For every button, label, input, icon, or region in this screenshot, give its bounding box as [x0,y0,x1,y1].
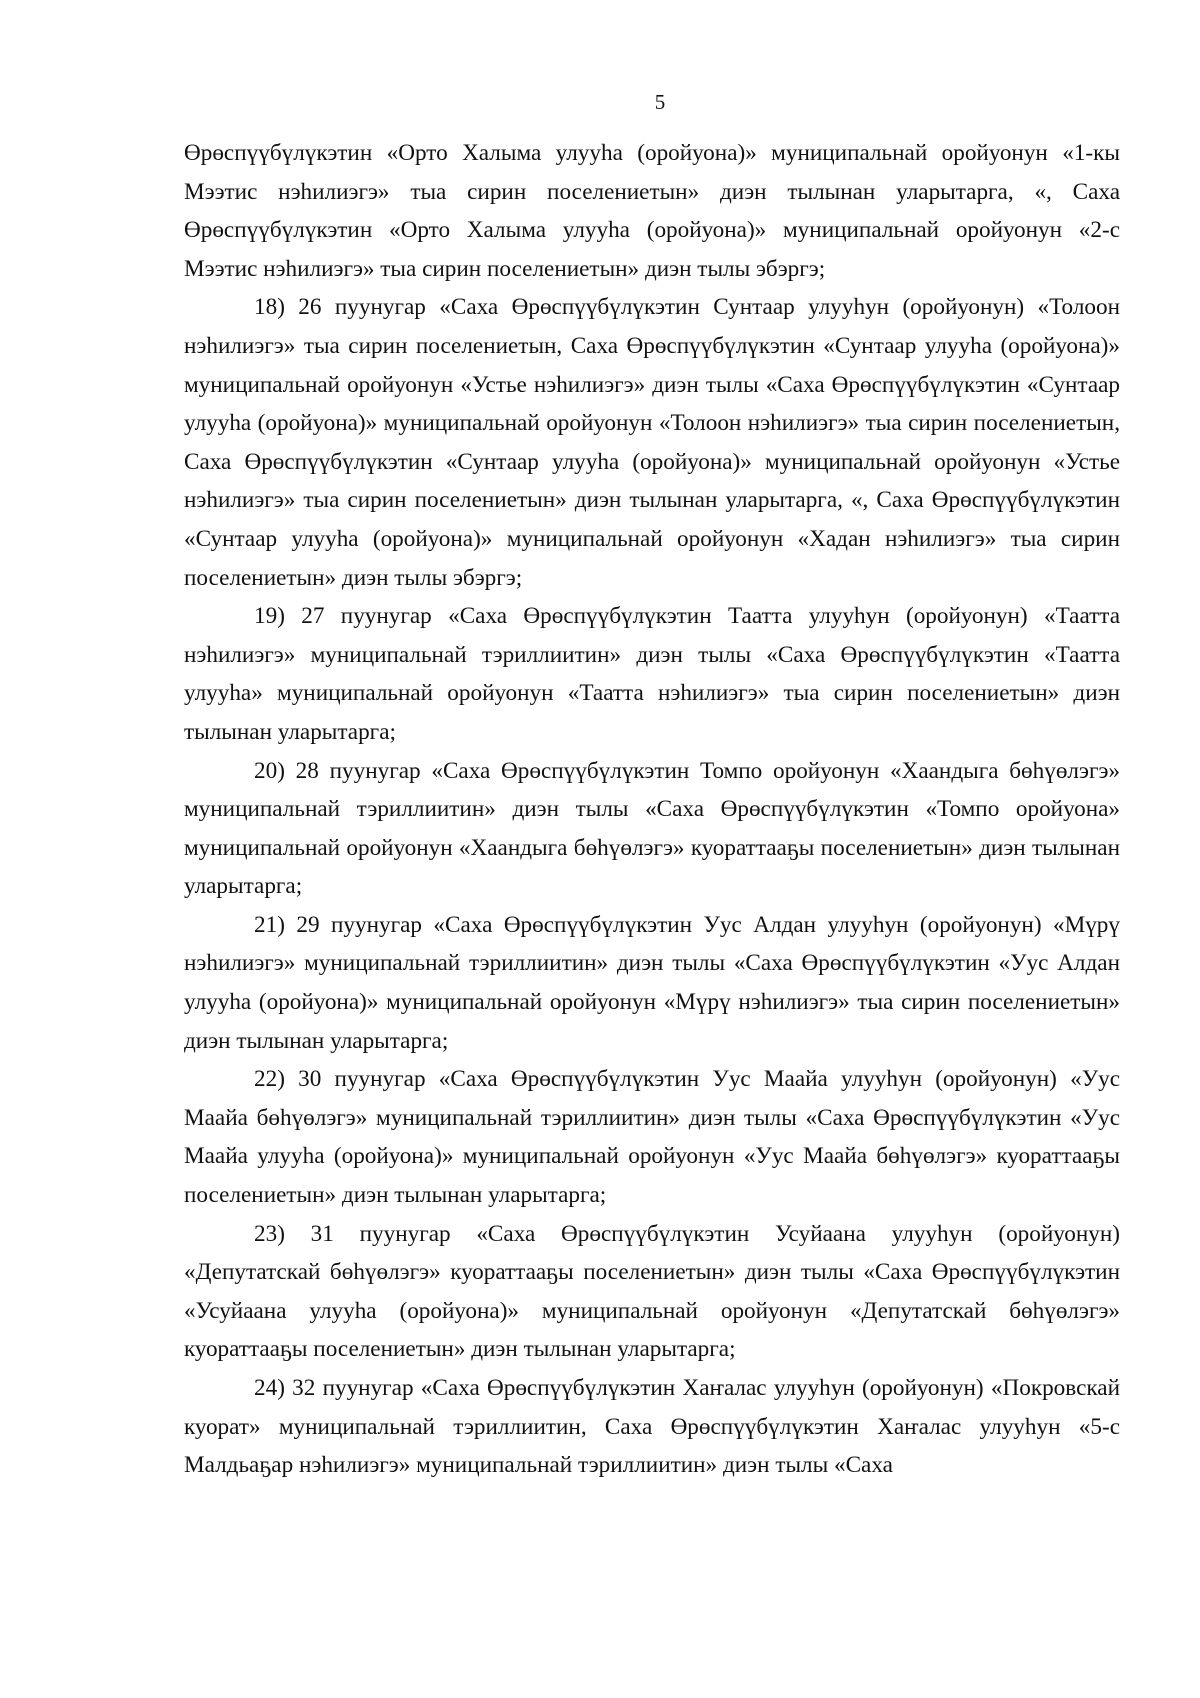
paragraph-8: 24) 32 пуунугар «Саха Өрөспүүбүлүкэтин Хаҥалас улууһун (оройуонун) «Покровскай куорат» муниципальнай тэриллиитин, Саха Өрөспүүбүлүкэтин Хаҥалас улууһун «5-с Малдьаҕар нэһилиэгэ» муниципальнай тэриллиитин» диэн тылы «Саха [184,1375,1120,1479]
document-body [184,134,1120,1485]
page-number: 5 [654,90,666,114]
paragraph-3: 19) 27 пуунугар «Саха Өрөспүүбүлүкэтин Таатта улууһун (оройуонун) «Таатта нэһилиэгэ» муниципальнай тэриллиитин» диэн тылы «Саха Өрөспүүбүлүкэтин «Таатта улууһа» муниципальнай оройуонун «Таатта нэһилиэгэ» тыа сирин поселениетын» диэн тылынан уларытарга; [184,603,1120,745]
paragraph-6: 22) 30 пуунугар «Саха Өрөспүүбүлүкэтин Уус Маайа улууһун (оройуонун) «Уус Маайа бөһүөлэгэ» муниципальнай тэриллиитин» диэн тылы «Саха Өрөспүүбүлүкэтин «Уус Маайа улууһа (оройуона)» муниципальнай оройуонун «Уус Маайа бөһүөлэгэ» куораттааҕы поселениетын» диэн тылынан уларытарга; [184,1066,1120,1209]
paragraph-2: 18) 26 пуунугар «Саха Өрөспүүбүлүкэтин Сунтаар улууһун (оройуонун) «Толоон нэһилиэгэ» тыа сирин поселениетын, Саха Өрөспүүбүлүкэтин «Сунтаар улууһа (оройуона)» муниципальнай оройуонун «Устье нэһилиэгэ» диэн тылы «Саха Өрөспүүбүлүкэтин «Сунтаар улууһа (оройуона)» муниципальнай оройуонун «Толоон нэһилиэгэ» тыа сирин поселениетын, Саха Өрөспүүбүлүкэтин «Сунтаар улууһа (оройуона)» муниципальнай оройуонун «Устье нэһилиэгэ» тыа сирин поселениетын» диэн тылынан уларытарга, «, Саха Өрөспүүбүлүкэтин «Сунтаар улууһа (оройуона)» муниципальнай оройуонун «Хадан нэһилиэгэ» тыа сирин поселениетын» диэн тылы эбэргэ; [184,294,1120,591]
paragraph-4: 20) 28 пуунугар «Саха Өрөспүүбүлүкэтин Томпо оройуонун «Хаандыга бөһүөлэгэ» муниципальнай тэриллиитин» диэн тылы «Саха Өрөспүүбүлүкэтин «Томпо оройуона» муниципальнай оройуонун «Хаандыга бөһүөлэгэ» куораттааҕы поселениетын» диэн тылынан уларытарга; [184,757,1120,900]
paragraph-5: 21) 29 пуунугар «Саха Өрөспүүбүлүкэтин Уус Алдан улууһун (оройуонун) «Мүрү нэһилиэгэ» муниципальнай тэриллиитин» диэн тылы «Саха Өрөспүүбүлүкэтин «Уус Алдан улууһа (оройуона)» муниципальнай оройуонун «Мүрү нэһилиэгэ» тыа сирин поселениетын» диэн тылынан уларытарга; [184,911,1120,1054]
paragraph-7: 23) 31 пуунугар «Саха Өрөспүүбүлүкэтин Усуйаана улууһун (оройуонун) «Депутатскай бөһүөлэгэ» куораттааҕы поселениетын» диэн тылы «Саха Өрөспүүбүлүкэтин «Усуйаана улууһа (оройуона)» муниципальнай оройуонун «Депутатскай бөһүөлэгэ» куораттааҕы поселениетын» диэн тылынан уларытарга; [184,1220,1120,1363]
paragraph-1: Өрөспүүбүлүкэтин «Орто Халыма улууһа (оройуона)» муниципальнай оройуонун «1-кы Мээтис нэһилиэгэ» тыа сирин поселениетын» диэн тылынан уларытарга, «, Саха Өрөспүүбүлүкэтин «Орто Халыма улууһа (оройуона)» муниципальнай оройуонун «2-с Мээтис нэһилиэгэ» тыа сирин поселениетын» диэн тылы эбэргэ; [184,140,1120,282]
